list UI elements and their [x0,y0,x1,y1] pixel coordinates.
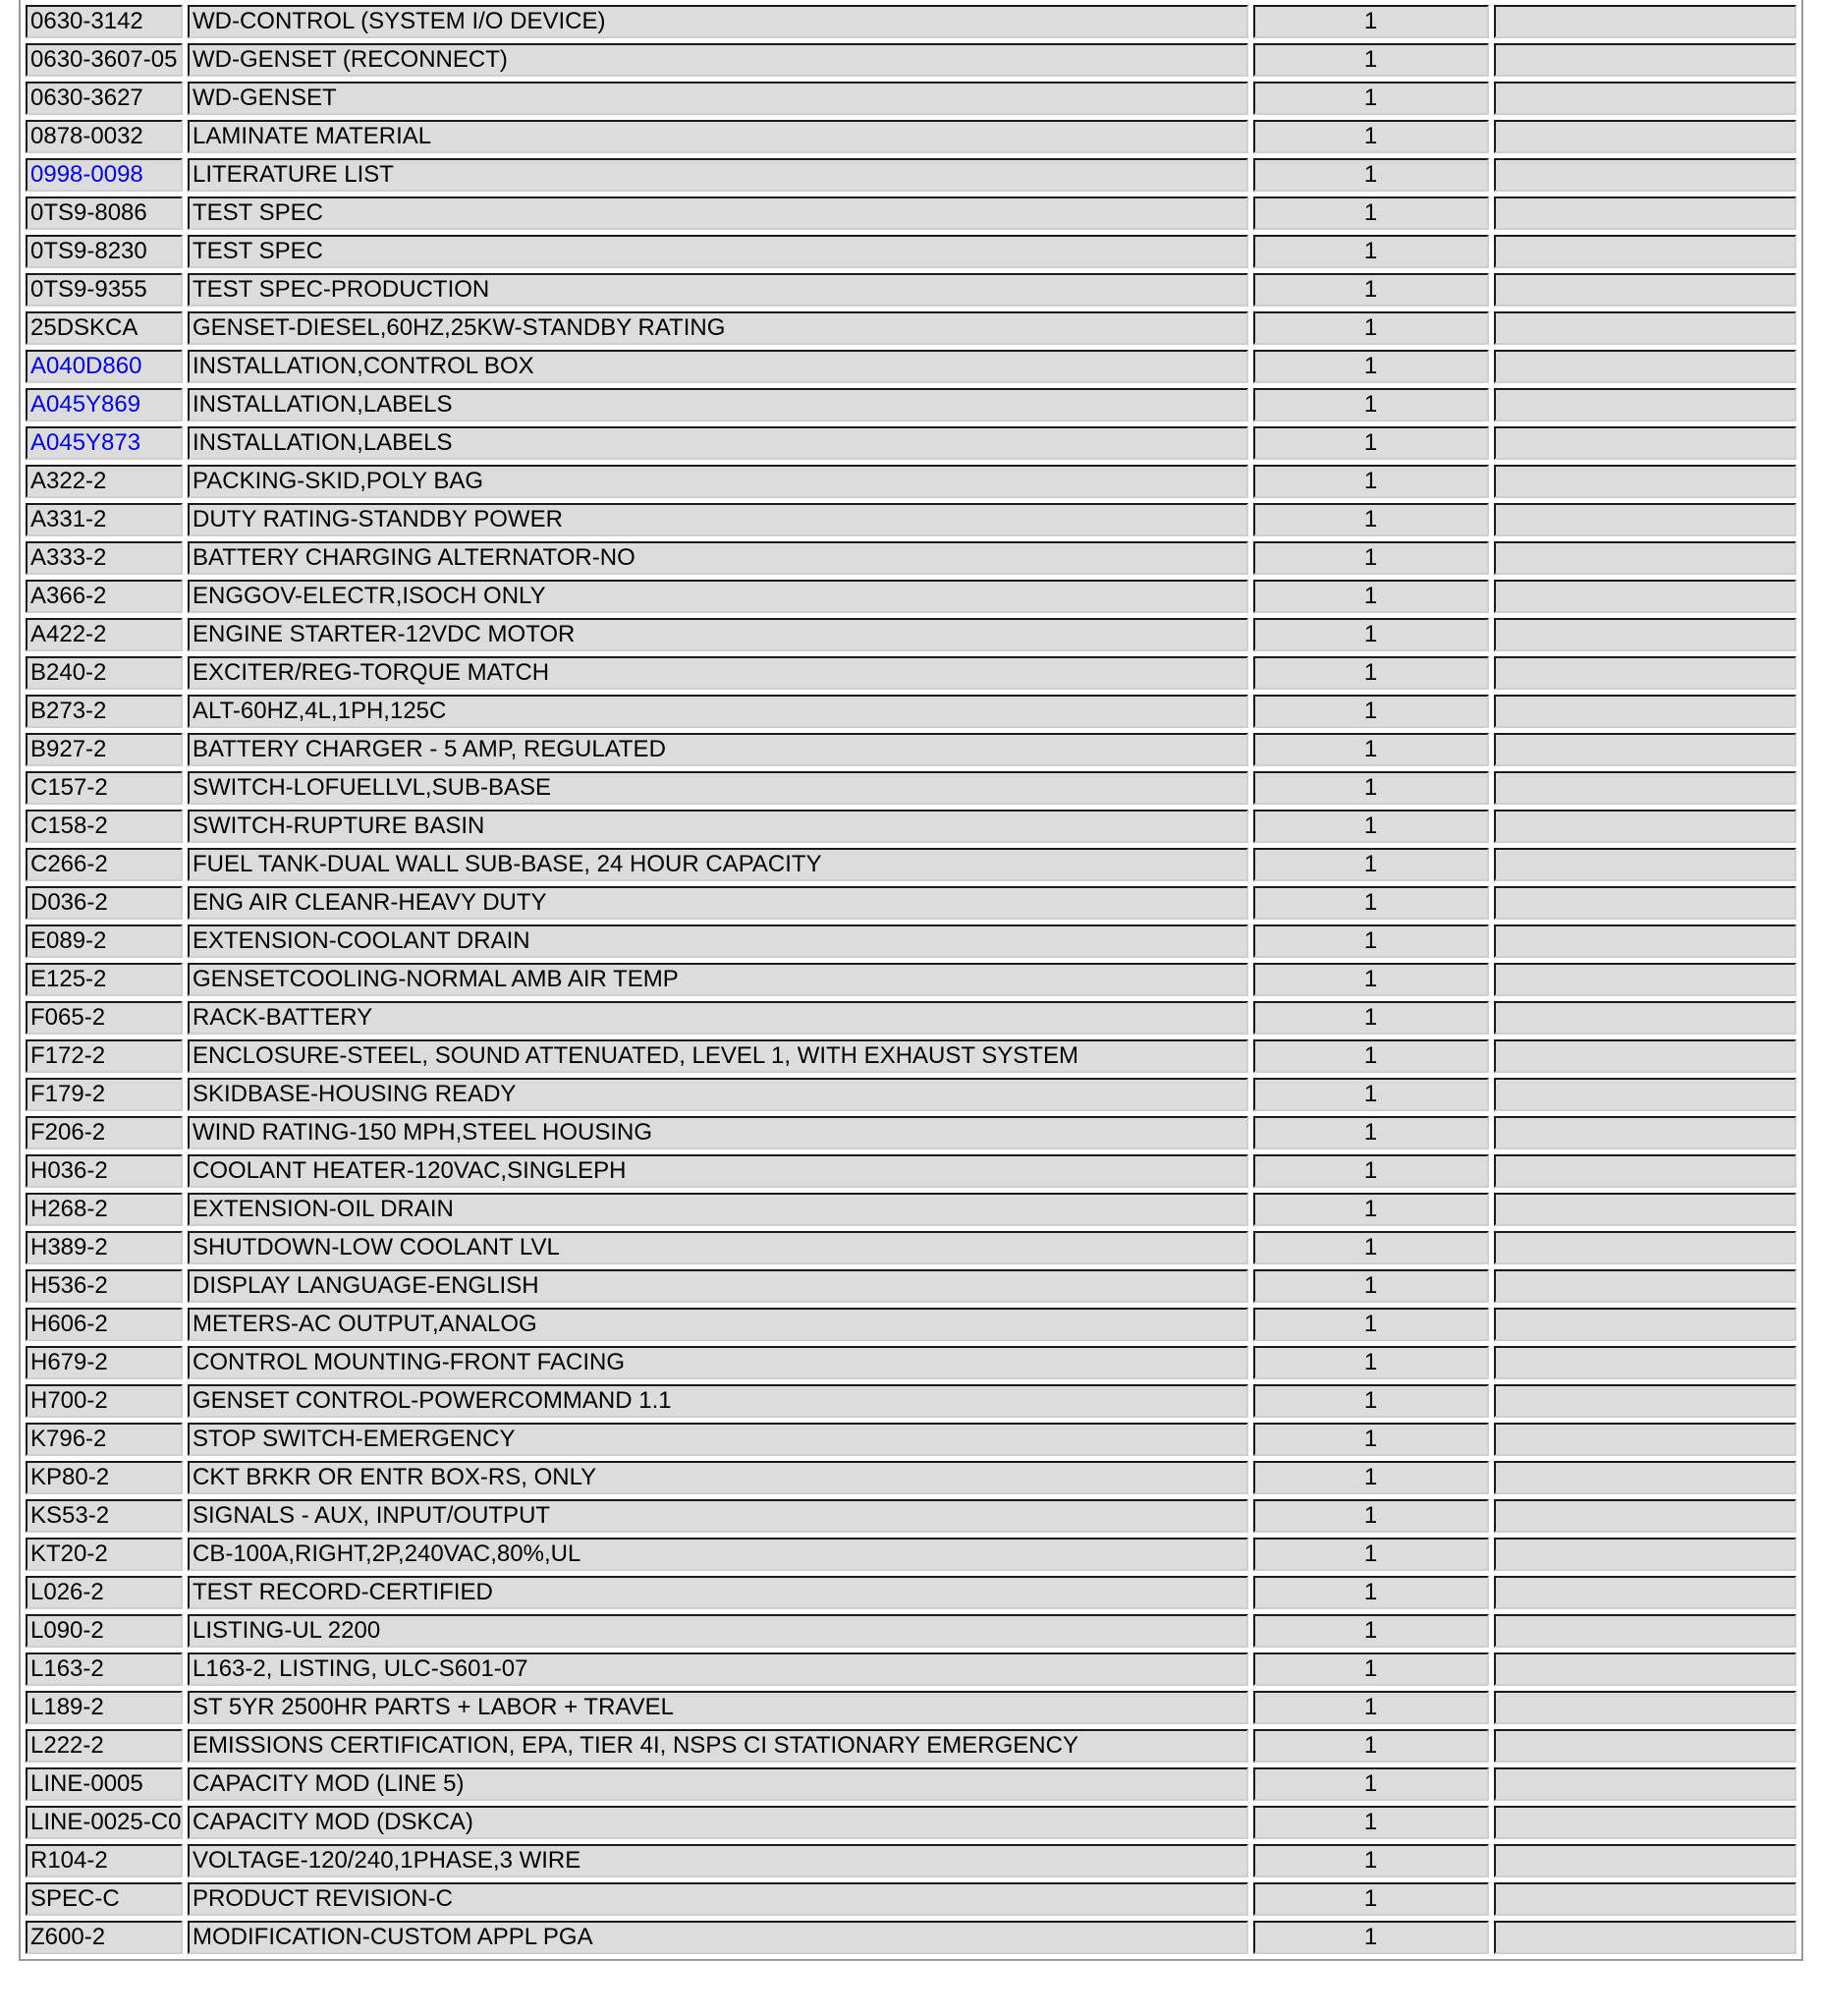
part-number-cell: F172-2 [26,1039,183,1073]
empty-cell [1494,503,1796,536]
empty-cell [1494,541,1796,575]
part-number-cell: 0630-3142 [26,5,183,38]
table-row [26,1116,1796,1149]
description-cell: CKT BRKR OR ENTR BOX-RS, ONLY [188,1461,1248,1494]
part-number-cell: R104-2 [26,1844,183,1877]
parts-list-container [19,0,1803,1961]
table-row [26,388,1796,421]
table-row [26,1576,1796,1609]
table-row [26,1384,1796,1418]
description-cell: CAPACITY MOD (DSKCA) [188,1806,1248,1839]
part-number-cell: L222-2 [26,1729,183,1763]
quantity-cell: 1 [1253,810,1489,843]
empty-cell [1494,848,1796,881]
empty-cell [1494,1116,1796,1149]
table-row [26,82,1796,115]
table-row [26,1001,1796,1035]
quantity-cell: 1 [1253,235,1489,268]
part-number-cell: L163-2 [26,1652,183,1686]
empty-cell [1494,311,1796,345]
part-number-cell: A322-2 [26,465,183,498]
part-number-cell: C158-2 [26,810,183,843]
empty-cell [1494,1729,1796,1763]
quantity-cell: 1 [1253,541,1489,575]
description-cell: METERS-AC OUTPUT,ANALOG [188,1308,1248,1341]
parts-list-table [21,0,1801,1959]
part-number-cell: C266-2 [26,848,183,881]
part-number-cell: A422-2 [26,618,183,651]
empty-cell [1494,1767,1796,1801]
empty-cell [1494,924,1796,958]
part-number-cell: H036-2 [26,1154,183,1188]
quantity-cell: 1 [1253,1461,1489,1494]
description-cell: TEST SPEC [188,235,1248,268]
table-row [26,1346,1796,1379]
part-number-cell: LINE-0025-C0 [26,1806,183,1839]
part-number-link[interactable]: A045Y873 [26,426,183,460]
description-cell: GENSET-DIESEL,60HZ,25KW-STANDBY RATING [188,311,1248,345]
table-row [26,695,1796,728]
empty-cell [1494,5,1796,38]
table-row [26,1921,1796,1954]
part-number-cell: 0TS9-9355 [26,273,183,307]
table-row [26,771,1796,805]
description-cell: CAPACITY MOD (LINE 5) [188,1767,1248,1801]
quantity-cell: 1 [1253,1806,1489,1839]
quantity-cell: 1 [1253,311,1489,345]
quantity-cell: 1 [1253,1116,1489,1149]
description-cell: INSTALLATION,LABELS [188,388,1248,421]
part-number-cell: B927-2 [26,733,183,766]
empty-cell [1494,1882,1796,1916]
quantity-cell: 1 [1253,1154,1489,1188]
part-number-cell: E125-2 [26,963,183,996]
part-number-link[interactable]: 0998-0098 [26,158,183,192]
empty-cell [1494,1423,1796,1456]
part-number-cell: L189-2 [26,1691,183,1724]
description-cell: COOLANT HEATER-120VAC,SINGLEPH [188,1154,1248,1188]
empty-cell [1494,656,1796,690]
description-cell: MODIFICATION-CUSTOM APPL PGA [188,1921,1248,1954]
empty-cell [1494,273,1796,307]
quantity-cell: 1 [1253,1423,1489,1456]
empty-cell [1494,350,1796,383]
description-cell: SWITCH-LOFUELLVL,SUB-BASE [188,771,1248,805]
quantity-cell: 1 [1253,388,1489,421]
empty-cell [1494,886,1796,920]
quantity-cell: 1 [1253,350,1489,383]
description-cell: WD-CONTROL (SYSTEM I/O DEVICE) [188,5,1248,38]
description-cell: EXCITER/REG-TORQUE MATCH [188,656,1248,690]
quantity-cell: 1 [1253,1078,1489,1111]
description-cell: LITERATURE LIST [188,158,1248,192]
empty-cell [1494,1614,1796,1648]
parts-list-body [26,5,1796,1954]
description-cell: GENSET CONTROL-POWERCOMMAND 1.1 [188,1384,1248,1418]
table-row [26,465,1796,498]
empty-cell [1494,388,1796,421]
part-number-cell: H700-2 [26,1384,183,1418]
part-number-cell: 0TS9-8086 [26,196,183,230]
table-row [26,1729,1796,1763]
description-cell: VOLTAGE-120/240,1PHASE,3 WIRE [188,1844,1248,1877]
table-row [26,580,1796,613]
description-cell: BATTERY CHARGING ALTERNATOR-NO [188,541,1248,575]
empty-cell [1494,1844,1796,1877]
part-number-cell: 0878-0032 [26,120,183,153]
quantity-cell: 1 [1253,273,1489,307]
quantity-cell: 1 [1253,618,1489,651]
empty-cell [1494,1308,1796,1341]
part-number-cell: B240-2 [26,656,183,690]
quantity-cell: 1 [1253,43,1489,77]
empty-cell [1494,235,1796,268]
quantity-cell: 1 [1253,580,1489,613]
description-cell: GENSETCOOLING-NORMAL AMB AIR TEMP [188,963,1248,996]
table-row [26,158,1796,192]
table-row [26,273,1796,307]
part-number-cell: K796-2 [26,1423,183,1456]
part-number-cell: L026-2 [26,1576,183,1609]
quantity-cell: 1 [1253,465,1489,498]
part-number-cell: SPEC-C [26,1882,183,1916]
table-row [26,1078,1796,1111]
quantity-cell: 1 [1253,5,1489,38]
part-number-cell: F179-2 [26,1078,183,1111]
description-cell: EMISSIONS CERTIFICATION, EPA, TIER 4I, NSPS CI STATIONARY EMERGENCY [188,1729,1248,1763]
table-row [26,963,1796,996]
quantity-cell: 1 [1253,733,1489,766]
description-cell: INSTALLATION,CONTROL BOX [188,350,1248,383]
quantity-cell: 1 [1253,1269,1489,1303]
quantity-cell: 1 [1253,196,1489,230]
table-row [26,848,1796,881]
quantity-cell: 1 [1253,1652,1489,1686]
quantity-cell: 1 [1253,1039,1489,1073]
empty-cell [1494,1078,1796,1111]
table-row [26,311,1796,345]
empty-cell [1494,963,1796,996]
description-cell: TEST RECORD-CERTIFIED [188,1576,1248,1609]
table-row [26,5,1796,38]
empty-cell [1494,695,1796,728]
description-cell: SIGNALS - AUX, INPUT/OUTPUT [188,1499,1248,1533]
empty-cell [1494,43,1796,77]
part-number-cell: E089-2 [26,924,183,958]
description-cell: ENG AIR CLEANR-HEAVY DUTY [188,886,1248,920]
table-row [26,924,1796,958]
empty-cell [1494,1384,1796,1418]
description-cell: DUTY RATING-STANDBY POWER [188,503,1248,536]
part-number-cell: 0TS9-8230 [26,235,183,268]
empty-cell [1494,82,1796,115]
quantity-cell: 1 [1253,1538,1489,1571]
table-row [26,1767,1796,1801]
empty-cell [1494,1154,1796,1188]
part-number-cell: A331-2 [26,503,183,536]
empty-cell [1494,1346,1796,1379]
quantity-cell: 1 [1253,1691,1489,1724]
table-row [26,1193,1796,1226]
description-cell: ALT-60HZ,4L,1PH,125C [188,695,1248,728]
part-number-cell: H679-2 [26,1346,183,1379]
description-cell: SKIDBASE-HOUSING READY [188,1078,1248,1111]
description-cell: ENGGOV-ELECTR,ISOCH ONLY [188,580,1248,613]
empty-cell [1494,1001,1796,1035]
table-row [26,1039,1796,1073]
table-row [26,350,1796,383]
quantity-cell: 1 [1253,1384,1489,1418]
empty-cell [1494,1691,1796,1724]
part-number-cell: KT20-2 [26,1538,183,1571]
table-row [26,810,1796,843]
table-row [26,196,1796,230]
part-number-cell: D036-2 [26,886,183,920]
description-cell: TEST SPEC [188,196,1248,230]
quantity-cell: 1 [1253,886,1489,920]
description-cell: CONTROL MOUNTING-FRONT FACING [188,1346,1248,1379]
part-number-cell: 0630-3607-05 [26,43,183,77]
empty-cell [1494,465,1796,498]
description-cell: SWITCH-RUPTURE BASIN [188,810,1248,843]
table-row [26,1844,1796,1877]
empty-cell [1494,1576,1796,1609]
quantity-cell: 1 [1253,1921,1489,1954]
empty-cell [1494,1231,1796,1264]
table-row [26,541,1796,575]
empty-cell [1494,580,1796,613]
quantity-cell: 1 [1253,1882,1489,1916]
part-number-cell: KS53-2 [26,1499,183,1533]
quantity-cell: 1 [1253,1308,1489,1341]
empty-cell [1494,1538,1796,1571]
description-cell: ENGINE STARTER-12VDC MOTOR [188,618,1248,651]
quantity-cell: 1 [1253,82,1489,115]
table-row [26,1308,1796,1341]
table-row [26,1461,1796,1494]
empty-cell [1494,1193,1796,1226]
table-row [26,235,1796,268]
quantity-cell: 1 [1253,656,1489,690]
quantity-cell: 1 [1253,503,1489,536]
quantity-cell: 1 [1253,1001,1489,1035]
part-number-cell: 0630-3627 [26,82,183,115]
description-cell: EXTENSION-COOLANT DRAIN [188,924,1248,958]
part-number-cell: A366-2 [26,580,183,613]
description-cell: LAMINATE MATERIAL [188,120,1248,153]
part-number-cell: F065-2 [26,1001,183,1035]
table-row [26,618,1796,651]
description-cell: EXTENSION-OIL DRAIN [188,1193,1248,1226]
quantity-cell: 1 [1253,1346,1489,1379]
empty-cell [1494,1461,1796,1494]
part-number-cell: H536-2 [26,1269,183,1303]
quantity-cell: 1 [1253,1576,1489,1609]
table-row [26,1231,1796,1264]
empty-cell [1494,810,1796,843]
empty-cell [1494,618,1796,651]
empty-cell [1494,733,1796,766]
quantity-cell: 1 [1253,1767,1489,1801]
part-number-link[interactable]: A040D860 [26,350,183,383]
part-number-cell: LINE-0005 [26,1767,183,1801]
description-cell: DISPLAY LANGUAGE-ENGLISH [188,1269,1248,1303]
empty-cell [1494,1269,1796,1303]
description-cell: LISTING-UL 2200 [188,1614,1248,1648]
part-number-cell: F206-2 [26,1116,183,1149]
description-cell: INSTALLATION,LABELS [188,426,1248,460]
description-cell: STOP SWITCH-EMERGENCY [188,1423,1248,1456]
table-row [26,1269,1796,1303]
table-row [26,1154,1796,1188]
part-number-cell: H389-2 [26,1231,183,1264]
quantity-cell: 1 [1253,426,1489,460]
empty-cell [1494,120,1796,153]
table-row [26,503,1796,536]
description-cell: ENCLOSURE-STEEL, SOUND ATTENUATED, LEVEL 1, WITH EXHAUST SYSTEM [188,1039,1248,1073]
quantity-cell: 1 [1253,1729,1489,1763]
quantity-cell: 1 [1253,1614,1489,1648]
part-number-cell: H268-2 [26,1193,183,1226]
part-number-cell: L090-2 [26,1614,183,1648]
quantity-cell: 1 [1253,848,1489,881]
quantity-cell: 1 [1253,120,1489,153]
quantity-cell: 1 [1253,1231,1489,1264]
description-cell: TEST SPEC-PRODUCTION [188,273,1248,307]
table-row [26,1691,1796,1724]
empty-cell [1494,771,1796,805]
description-cell: WD-GENSET (RECONNECT) [188,43,1248,77]
part-number-link[interactable]: A045Y869 [26,388,183,421]
table-row [26,733,1796,766]
quantity-cell: 1 [1253,771,1489,805]
table-row [26,120,1796,153]
empty-cell [1494,1921,1796,1954]
table-row [26,1499,1796,1533]
description-cell: ST 5YR 2500HR PARTS + LABOR + TRAVEL [188,1691,1248,1724]
part-number-cell: 25DSKCA [26,311,183,345]
description-cell: FUEL TANK-DUAL WALL SUB-BASE, 24 HOUR CAPACITY [188,848,1248,881]
description-cell: SHUTDOWN-LOW COOLANT LVL [188,1231,1248,1264]
description-cell: PRODUCT REVISION-C [188,1882,1248,1916]
description-cell: L163-2, LISTING, ULC-S601-07 [188,1652,1248,1686]
quantity-cell: 1 [1253,924,1489,958]
description-cell: WD-GENSET [188,82,1248,115]
empty-cell [1494,1499,1796,1533]
table-row [26,886,1796,920]
description-cell: BATTERY CHARGER - 5 AMP, REGULATED [188,733,1248,766]
description-cell: PACKING-SKID,POLY BAG [188,465,1248,498]
description-cell: CB-100A,RIGHT,2P,240VAC,80%,UL [188,1538,1248,1571]
empty-cell [1494,196,1796,230]
part-number-cell: KP80-2 [26,1461,183,1494]
empty-cell [1494,1652,1796,1686]
empty-cell [1494,1806,1796,1839]
empty-cell [1494,1039,1796,1073]
description-cell: WIND RATING-150 MPH,STEEL HOUSING [188,1116,1248,1149]
table-row [26,1538,1796,1571]
description-cell: RACK-BATTERY [188,1001,1248,1035]
table-row [26,43,1796,77]
quantity-cell: 1 [1253,158,1489,192]
part-number-cell: A333-2 [26,541,183,575]
quantity-cell: 1 [1253,963,1489,996]
part-number-cell: Z600-2 [26,1921,183,1954]
table-row [26,426,1796,460]
quantity-cell: 1 [1253,1193,1489,1226]
table-row [26,656,1796,690]
quantity-cell: 1 [1253,695,1489,728]
part-number-cell: H606-2 [26,1308,183,1341]
part-number-cell: B273-2 [26,695,183,728]
quantity-cell: 1 [1253,1499,1489,1533]
empty-cell [1494,426,1796,460]
table-row [26,1882,1796,1916]
empty-cell [1494,158,1796,192]
quantity-cell: 1 [1253,1844,1489,1877]
part-number-cell: C157-2 [26,771,183,805]
table-row [26,1652,1796,1686]
table-row [26,1806,1796,1839]
table-row [26,1423,1796,1456]
table-row [26,1614,1796,1648]
